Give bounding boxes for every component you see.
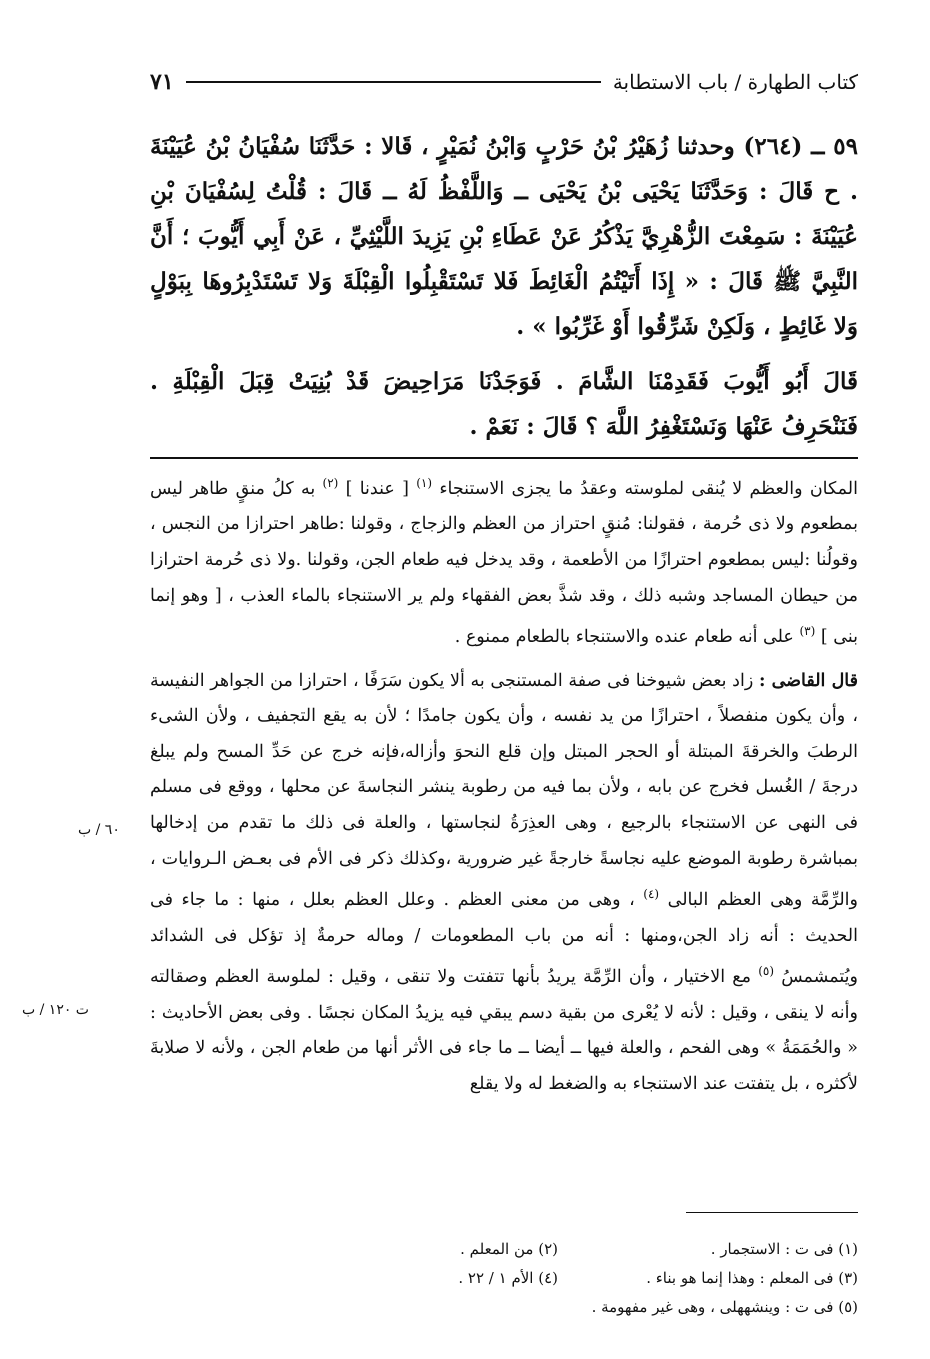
running-header bbox=[150, 66, 858, 98]
commentary-text: زاد بعض شيوخنا فى صفة المستنجى به ألا يكون سَرَفًا ، احترازا من الجواهر النفيسة ، وأن يكون منفصلاً ، احترازًا من يد نفسه ، وأن يكون جامدًا ؛ لأن به يقع التجفيف ، ولأن الشىء الرطبَ والخرقةَ المبتلة أو الحجر المبتل وإن قلع النحوَ وأزاله،فإنه خرج عن حَدِّ المسح ولم يبلغ درجةَ / الغُسل فخرج عن بابه ، ولأن بما فيه من رطوبة ينشر النجاسةَ عن محلها ، ووقع فى مسلم فى النهى عن الاستنجاء بالرجيع ، وهى العذِرَةُ لنجاستها ، والعلة فى ذلك ما تقدم من إدخالها بمباشرة رطوبة الموضع عليه نجاسةً خارجةً غير ضرورية ،وكذلك ذكر فى الأم فى بعـض الـروايات ، والرِّمَّة وهى العظم البالى bbox=[150, 670, 858, 911]
footnote-ref[interactable]: (٤) bbox=[643, 887, 660, 902]
footnote-3: (٣) فى المعلم : وهذا إنما هو بناء . bbox=[646, 1268, 858, 1287]
header-rule bbox=[186, 81, 601, 83]
footnote-ref[interactable]: (١) bbox=[416, 476, 433, 490]
footnote-4: (٤) الأم ١ / ٢٢ . bbox=[458, 1268, 558, 1287]
footnote-5: (٥) فى ت : وينشههلى ، وهى غير مفهومة . bbox=[591, 1297, 858, 1316]
footnote-ref[interactable]: (٢) bbox=[322, 476, 339, 490]
footnote-row bbox=[250, 1234, 858, 1263]
commentary-text: المكان والعظم لا يُنقى لملوسته وعقدُ ما يجزى الاستنجاء bbox=[439, 478, 858, 499]
commentary-text: ، وهى من معنى العظم . وعلل العظم بعلل ، منها : ما جاء فى الحديث : أنه زاد الجن،ومنها : أنه من باب المطعومات / وماله حرمةٌ إذ تؤكل فى الشدائد ويُتمشمسُ bbox=[150, 890, 858, 988]
commentary bbox=[150, 466, 858, 1110]
commentary-text: [ عندنا ] bbox=[345, 478, 409, 499]
footnote-2: (٢) من المعلم . bbox=[460, 1239, 558, 1258]
hadith-paragraph-1: ٥٩ ــ (٢٦٤) وحدثنا زُهَيْرُ بْنُ حَرْبٍ وَابْنُ نُمَيْرٍ ، قَالا : حَدَّثَنَا سُفْيَانُ بْنُ عُيَيْنَةَ . ح قَالَ : وَحَدَّثَنَا يَحْيَى بْنُ يَحْيَى ــ وَاللَّفْظُ لَهُ ــ قَالَ : قُلْتُ لِسُفْيَانَ بْنِ عُيَيْنَةَ : سَمِعْتَ الزُّهْرِيَّ يَذْكُرُ عَنْ عَطَاءِ بْنِ يَزِيدَ اللَّيْثِيِّ ، عَنْ أَبِي أَيُّوبَ ؛ أَنَّ النَّبِيَّ ﷺ قَالَ : « إِذَا أَتَيْتُمُ الْغَائِطَ فَلا تَسْتَقْبِلُوا الْقِبْلَةَ وَلا تَسْتَدْبِرُوهَا بِبَوْلٍ وَلا غَائِطٍ ، وَلَكِنْ شَرِّقُوا أَوْ غَرِّبُوا » . bbox=[150, 133, 858, 340]
commentary-paragraph-2 bbox=[150, 664, 858, 1103]
chapter-title: كتاب الطهارة / باب الاستطابة bbox=[612, 70, 858, 94]
page-number: ٧١ bbox=[150, 69, 174, 95]
footnotes bbox=[250, 1234, 858, 1321]
commentary-text: مع الاختيار ، وأن الرِّمَّة يريدُ بأنها تتفتت ولا تنقى ، وقيل : لملوسة العظم وصقالته وأنه لا ينقى ، وقيل : لأنه لا يُعْرى من بقية دسم يبقي فيه يزيدُ المكان نجسًا . وفى بعض الأحاديث : « والحُمَمَةُ » وهى الفحم ، والعلة فيها ــ أيضا ــ ما جاء فى الأثر أنها من طعام الجن ، ولأنه لا صلابةَ لأكثره ، بل يتفتت عند الاستنجاء به والضغط له ولا يقلع bbox=[150, 967, 858, 1094]
footnote-ref[interactable]: (٥) bbox=[758, 964, 775, 979]
commentary-text: على أنه طعام عنده والاستنجاء بالطعام ممنوع . bbox=[454, 627, 794, 648]
footnote-ref[interactable]: (٣) bbox=[799, 624, 816, 639]
commentary-lead: قال القاضى : bbox=[758, 670, 858, 691]
footnote-row bbox=[250, 1263, 858, 1292]
commentary-paragraph-1 bbox=[150, 466, 858, 656]
hadith-text bbox=[150, 124, 858, 459]
margin-reference: ٦٠ / ب bbox=[78, 822, 120, 838]
commentary-text: به كلُ منقٍ طاهر ليس بمطعوم ولا ذى حُرمة ، فقولنا: مُنقٍ احتراز من العظم والزجاج ، وقولنا :طاهر احترازا من النجس ، وقولُنا :ليس بمطعوم احترازًا من الأطعمة ، وقد يدخل فيه طعام الجن، وقولنا .ولا ذى حُرمة احترازا من حيطان المساجد وشبه ذلك ، وقد شذَّ بعض الفقهاء ولم ير الاستنجاء بالماء العذب ، [ وهو إنما بنى ] bbox=[150, 478, 858, 648]
footnote-divider bbox=[686, 1212, 858, 1213]
footnote-row bbox=[250, 1292, 858, 1321]
section-divider bbox=[150, 457, 858, 459]
footnote-1: (١) فى ت : الاستجمار . bbox=[710, 1239, 858, 1258]
margin-reference: ت ١٢٠ / ب bbox=[22, 1002, 89, 1018]
hadith-paragraph-2: قَالَ أَبُو أَيُّوبَ فَقَدِمْنَا الشَّامَ . فَوَجَدْنَا مَرَاحِيضَ قَدْ بُنِيَتْ قِبَلَ الْقِبْلَةِ . فَنَنْحَرِفُ عَنْهَا وَنَسْتَغْفِرُ اللَّهَ ؟ قَالَ : نَعَمْ . bbox=[150, 368, 858, 440]
